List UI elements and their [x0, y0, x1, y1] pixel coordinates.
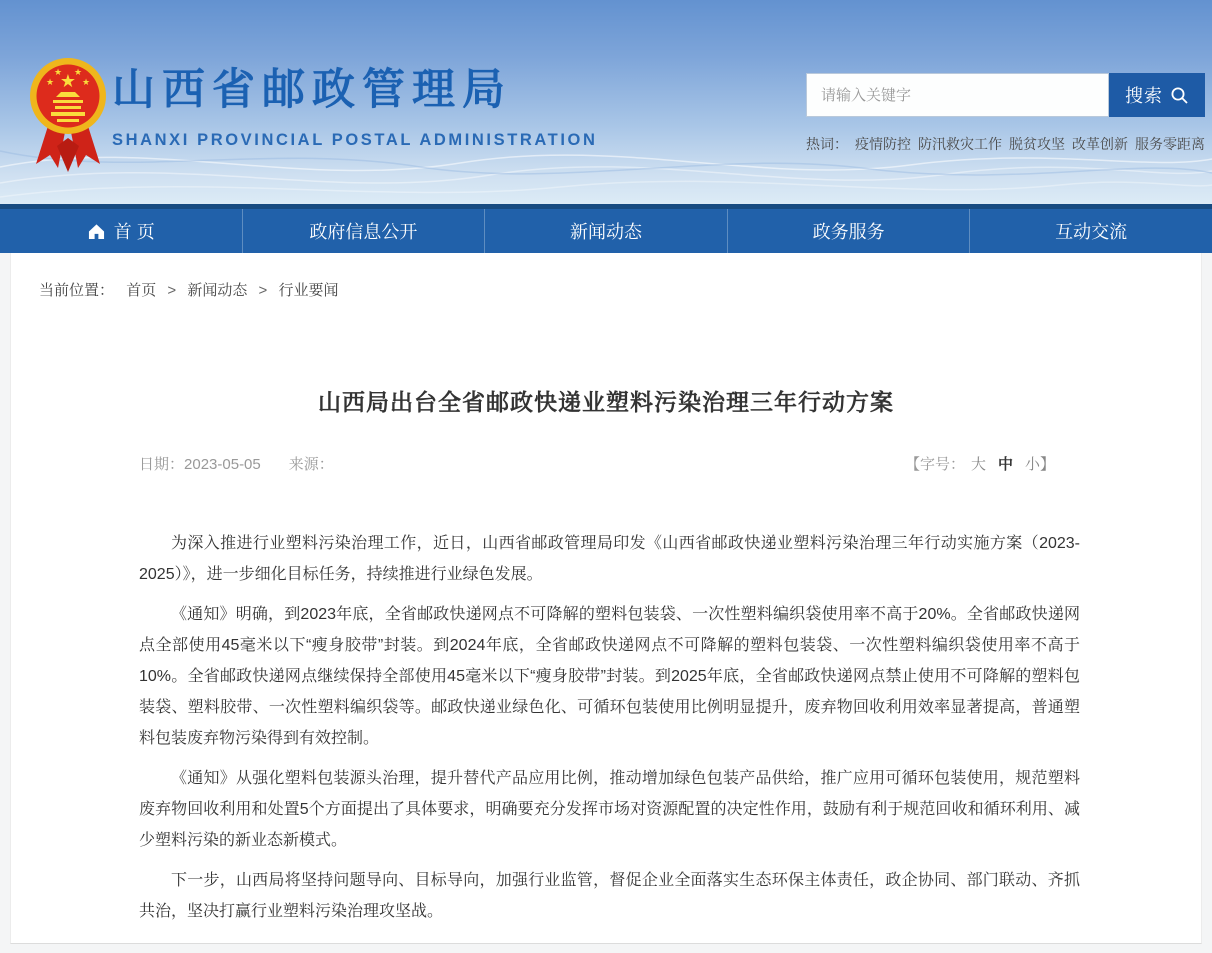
- breadcrumb-link-home[interactable]: 首页: [126, 282, 157, 299]
- nav-item-label: 互动交流: [1055, 222, 1128, 242]
- article-paragraph: 下一步，山西局将坚持问题导向、目标导向，加强行业监管，督促企业全面落实生态环保主体责任，政企协同、部门联动、齐抓共治，坚决打赢行业塑料污染治理攻坚战。: [139, 872, 1080, 920]
- font-size-control: [905, 453, 1061, 474]
- site-subtitle: SHANXI PROVINCIAL POSTAL ADMINISTRATION: [112, 131, 598, 149]
- search-button-label: 搜索: [1125, 86, 1163, 106]
- article-source-label: 来源：: [288, 456, 334, 473]
- breadcrumb: [11, 253, 1201, 300]
- svg-text:★: ★: [73, 67, 83, 77]
- nav-item-label: 新闻动态: [569, 222, 642, 242]
- breadcrumb-link-news[interactable]: 新闻动态: [187, 282, 248, 299]
- breadcrumb-label: 当前位置：: [39, 282, 115, 299]
- font-size-large-button[interactable]: 大: [970, 456, 986, 473]
- main-navigation: [0, 204, 1212, 253]
- site-title: 山西省邮政管理局: [112, 66, 512, 114]
- search-icon: [1170, 86, 1189, 105]
- hot-words-label: 热词：: [806, 136, 848, 152]
- hot-word-link[interactable]: 防汛救灾工作: [918, 136, 1002, 152]
- nav-item-services[interactable]: [728, 209, 971, 253]
- site-header: [0, 0, 1212, 204]
- article-paragraph: 为深入推进行业塑料污染治理工作，近日，山西省邮政管理局印发《山西省邮政快递业塑料污染治理三年行动实施方案（2023-2025）》，进一步细化目标任务，持续推进行业绿色发展。: [139, 535, 1080, 583]
- breadcrumb-separator: >: [258, 282, 268, 299]
- font-size-prefix: 【字号：: [904, 456, 965, 473]
- hot-word-link[interactable]: 脱贫攻坚: [1009, 136, 1065, 152]
- hot-words-bar: [806, 134, 1206, 154]
- svg-text:★: ★: [59, 71, 77, 91]
- font-size-small-button[interactable]: 小】: [1024, 456, 1055, 473]
- main-content: [10, 253, 1202, 944]
- nav-item-label: 首 页: [113, 222, 155, 242]
- nav-item-interaction[interactable]: [970, 209, 1212, 253]
- breadcrumb-link-industry-news[interactable]: 行业要闻: [278, 282, 339, 299]
- article-body: [11, 528, 1201, 927]
- article-paragraph: 《通知》明确，到2023年底，全省邮政快递网点不可降解的塑料包装袋、一次性塑料编织袋使用率不高于20%。全省邮政快递网点全部使用45毫米以下“瘦身胶带”封装。到2024年底，全省邮政快递网点不可降解的塑料包装袋、一次性塑料编织袋使用率不高于10%。全省邮政快递网点继续保持全部使用45毫米以下“瘦身胶带”封装。到2025年底，全省邮政快递网点禁止使用不可降解的塑料包装袋、塑料胶带、一次性塑料编织袋等。邮政快递业绿色化、可循环包装使用比例明显提升，废弃物回收利用效率显著提高，普通塑料包装废弃物污染得到有效控制。: [139, 606, 1080, 747]
- nav-item-label: 政务服务: [812, 222, 885, 242]
- hot-word-link[interactable]: 改革创新: [1072, 136, 1128, 152]
- national-emblem-logo: [28, 50, 108, 174]
- search-bar: [806, 73, 1205, 117]
- svg-text:★: ★: [53, 67, 63, 77]
- article-date-value: 2023-05-05: [184, 456, 261, 473]
- article-title: 山西局出台全省邮政快递业塑料污染治理三年行动方案: [318, 389, 894, 415]
- nav-item-label: 政府信息公开: [309, 222, 418, 242]
- hot-word-link[interactable]: 服务零距离: [1135, 136, 1205, 152]
- article-paragraph: 《通知》从强化塑料包装源头治理，提升替代产品应用比例，推动增加绿色包装产品供给，推广应用可循环包装使用，规范塑料废弃物回收利用和处置5个方面提出了具体要求，明确要充分发挥市场对资源配置的决定性作用，鼓励有利于规范回收和循环利用、减少塑料污染的新业态新模式。: [139, 770, 1080, 849]
- search-input[interactable]: [806, 73, 1109, 117]
- article-meta: [11, 453, 1201, 474]
- svg-text:★: ★: [45, 77, 55, 87]
- svg-text:★: ★: [81, 77, 91, 87]
- breadcrumb-separator: >: [167, 282, 177, 299]
- search-button[interactable]: [1109, 73, 1205, 117]
- nav-item-gov-info[interactable]: [243, 209, 486, 253]
- home-icon: [87, 223, 106, 240]
- article-date-label: 日期：: [139, 456, 185, 473]
- nav-item-news[interactable]: [485, 209, 728, 253]
- font-size-medium-button[interactable]: 中: [997, 456, 1013, 473]
- nav-item-home[interactable]: [0, 209, 243, 253]
- hot-word-link[interactable]: 疫情防控: [855, 136, 911, 152]
